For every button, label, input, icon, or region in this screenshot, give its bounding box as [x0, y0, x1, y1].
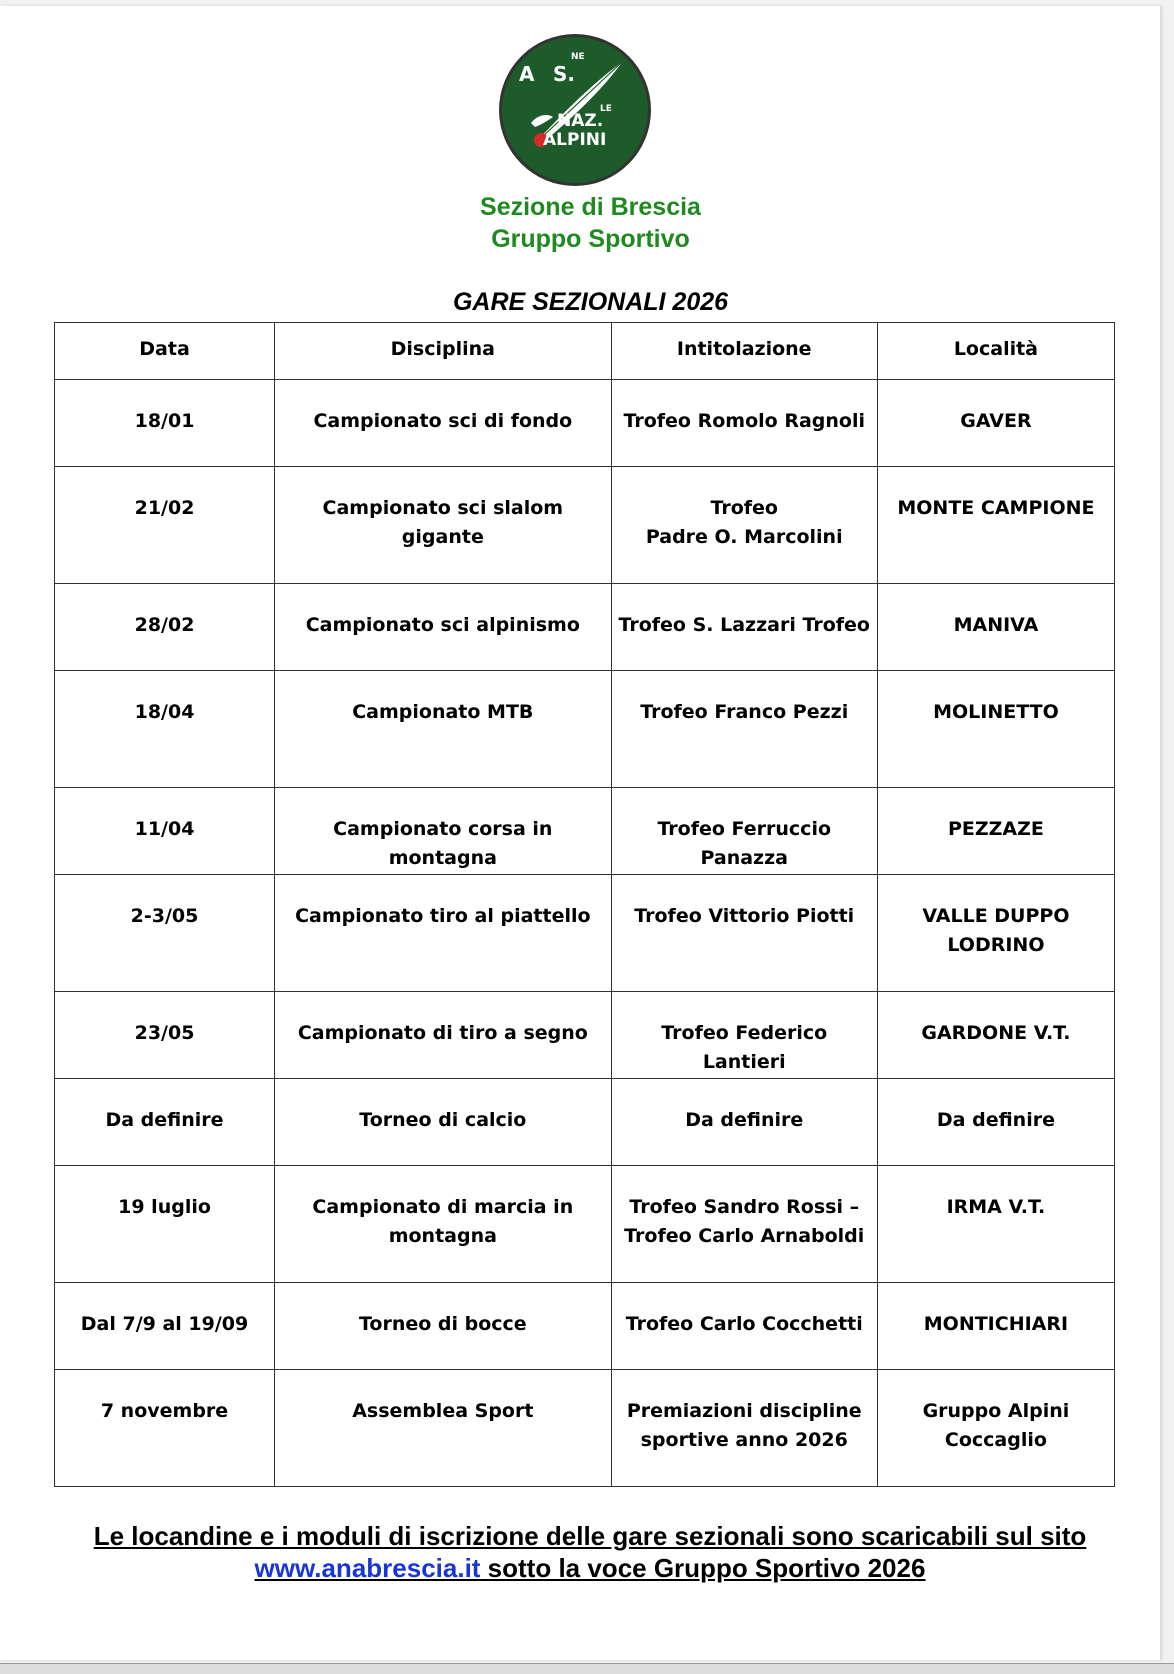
cell-discipline: Campionato corsa in montagna	[275, 788, 612, 875]
table-row	[55, 671, 1115, 788]
cell-location: MOLINETTO	[877, 671, 1114, 788]
cell-title: Trofeo Sandro Rossi – Trofeo Carlo Arnaboldi	[611, 1166, 877, 1283]
viewer-bottom-bar	[0, 1663, 1174, 1674]
cell-location: GAVER	[877, 380, 1114, 467]
cell-title: Da definire	[611, 1079, 877, 1166]
table-row	[55, 1370, 1115, 1487]
cell-date: 18/01	[55, 380, 275, 467]
cell-location: MONTE CAMPIONE	[877, 467, 1114, 584]
cell-date: 2-3/05	[55, 875, 275, 992]
cell-date: Dal 7/9 al 19/09	[55, 1283, 275, 1370]
table-row	[55, 992, 1115, 1079]
cell-date: 21/02	[55, 467, 275, 584]
header-date: Data	[55, 323, 275, 380]
logo-s: S.	[553, 62, 576, 86]
document-title: GARE SEZIONALI 2026	[452, 288, 729, 316]
table-row	[55, 788, 1115, 875]
header-title: Intitolazione	[611, 323, 877, 380]
cell-title: Trofeo Ferruccio Panazza	[611, 788, 877, 875]
cell-title: Trofeo Padre O. Marcolini	[611, 467, 877, 584]
header-location: Località	[877, 323, 1114, 380]
cell-location: IRMA V.T.	[877, 1166, 1114, 1283]
cell-discipline: Campionato sci di fondo	[275, 380, 612, 467]
cell-discipline: Campionato di tiro a segno	[275, 992, 612, 1079]
table-row	[55, 1079, 1115, 1166]
cell-title: Trofeo Carlo Cocchetti	[611, 1283, 877, 1370]
cell-discipline: Campionato sci slalom gigante	[275, 467, 612, 584]
cell-date: Da definire	[55, 1079, 275, 1166]
logo-sup-ne: NE	[571, 52, 585, 62]
cell-location: Gruppo Alpini Coccaglio	[877, 1370, 1114, 1487]
cell-discipline: Assemblea Sport	[275, 1370, 612, 1487]
cell-date: 28/02	[55, 584, 275, 671]
logo-a: A	[519, 62, 535, 86]
cell-location: VALLE DUPPO LODRINO	[877, 875, 1114, 992]
cell-date: 18/04	[55, 671, 275, 788]
footer-text-after: sotto la voce Gruppo Sportivo 2026	[480, 1553, 926, 1583]
logo-alpini: ALPINI	[543, 130, 607, 150]
cell-location: Da definire	[877, 1079, 1114, 1166]
ana-logo	[495, 31, 655, 189]
logo-naz: NAZ.	[557, 111, 604, 131]
cell-discipline: Torneo di calcio	[275, 1079, 612, 1166]
cell-date: 7 novembre	[55, 1370, 275, 1487]
cell-location: MONTICHIARI	[877, 1283, 1114, 1370]
cell-title: Trofeo S. Lazzari Trofeo	[611, 584, 877, 671]
cell-discipline: Campionato sci alpinismo	[275, 584, 612, 671]
group-name: Gruppo Sportivo	[491, 225, 690, 253]
cell-date: 19 luglio	[55, 1166, 275, 1283]
cell-discipline: Campionato MTB	[275, 671, 612, 788]
cell-title: Trofeo Franco Pezzi	[611, 671, 877, 788]
table-row	[55, 584, 1115, 671]
cell-location: MANIVA	[877, 584, 1114, 671]
footer-text-before: Le locandine e i moduli di iscrizione delle gare sezionali sono scaricabili sul sito	[93, 1521, 1087, 1551]
cell-location: GARDONE V.T.	[877, 992, 1114, 1079]
table-row	[55, 875, 1115, 992]
table-row	[55, 380, 1115, 467]
cell-title: Trofeo Romolo Ragnoli	[611, 380, 877, 467]
cell-title: Premiazioni discipline sportive anno 2026	[611, 1370, 877, 1487]
table-row	[55, 1166, 1115, 1283]
cell-title: Trofeo Vittorio Piotti	[611, 875, 877, 992]
document-page	[0, 6, 1160, 1660]
section-name: Sezione di Brescia	[480, 193, 701, 221]
website-link[interactable]: www.anabrescia.it	[254, 1553, 481, 1583]
races-table	[54, 322, 1115, 1487]
cell-title: Trofeo Federico Lantieri	[611, 992, 877, 1079]
table-row	[55, 467, 1115, 584]
cell-location: PEZZAZE	[877, 788, 1114, 875]
table-header-row	[55, 323, 1115, 380]
cell-discipline: Campionato tiro al piattello	[275, 875, 612, 992]
header-discipline: Disciplina	[275, 323, 612, 380]
cell-date: 11/04	[55, 788, 275, 875]
cell-date: 23/05	[55, 992, 275, 1079]
logo-sup-le: LE	[600, 104, 612, 114]
cell-discipline: Campionato di marcia in montagna	[275, 1166, 612, 1283]
table-row	[55, 1283, 1115, 1370]
cell-discipline: Torneo di bocce	[275, 1283, 612, 1370]
footer-note	[70, 1520, 1110, 1584]
